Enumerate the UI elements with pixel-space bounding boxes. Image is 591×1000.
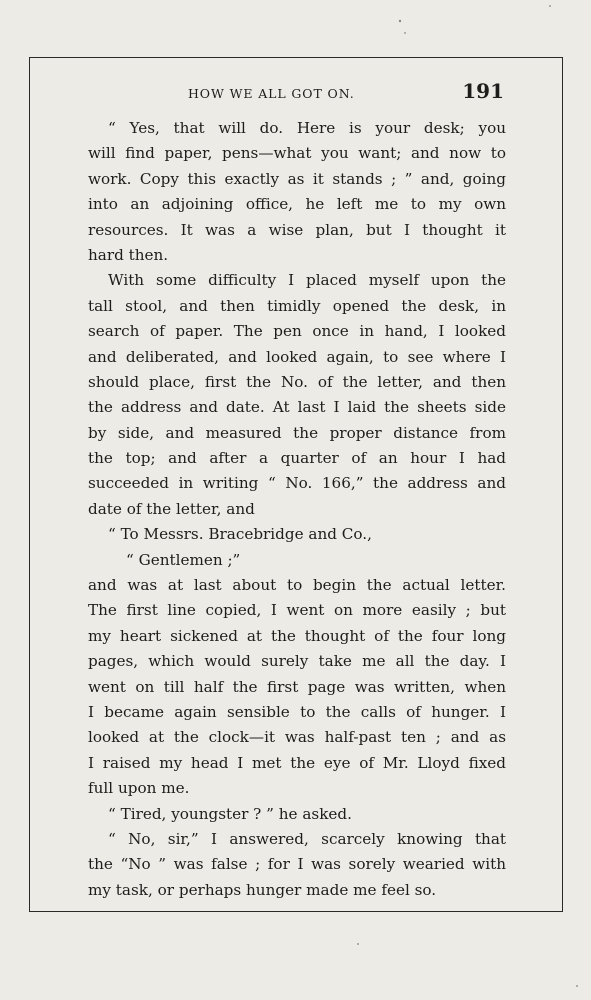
text-line: work. Copy this exactly as it stands ; ” and, going [88, 169, 506, 188]
text-line: “ Tired, youngster ? ” he asked. [108, 804, 352, 823]
text-line: “ Gentlemen ;” [126, 550, 241, 569]
text-line: I raised my head I met the eye of Mr. Lloyd fixed [88, 753, 506, 772]
text-line: pages, which would surely take me all the day. I [88, 652, 506, 671]
text-line: hard then. [88, 245, 169, 264]
text-line: by side, and measured the proper distance from [88, 423, 506, 442]
page-number: 191 [462, 79, 504, 103]
text-line: the address and date. At last I laid the sheets side [88, 398, 506, 417]
running-head [88, 76, 506, 106]
body-text [88, 116, 506, 903]
text-line: “ No, sir,” I answered, scarcely knowing that [108, 829, 506, 848]
text-line: With some difficulty I placed myself upon the [108, 271, 506, 290]
text-line: tall stool, and then timidly opened the desk, in [88, 296, 506, 315]
text-line: I became again sensible to the calls of hunger. I [88, 702, 506, 721]
text-line: the top; and after a quarter of an hour I had [88, 449, 506, 468]
text-line: went on till half the first page was written, when [88, 677, 506, 696]
text-line: The first line copied, I went on more easily ; but [88, 601, 506, 620]
text-line: looked at the clock—it was half-past ten ; and as [88, 728, 506, 747]
text-line: “ Yes, that will do. Here is your desk; you [108, 119, 506, 137]
text-line: “ To Messrs. Bracebridge and Co., [108, 525, 372, 544]
text-line: the “No ” was false ; for I was sorely wearied with [88, 855, 506, 874]
text-line: and deliberated, and looked again, to see where I [88, 347, 506, 366]
text-line: search of paper. The pen once in hand, I looked [88, 322, 506, 341]
text-line: my heart sickened at the thought of the four long [88, 626, 506, 645]
running-title: HOW WE ALL GOT ON. [188, 86, 355, 101]
text-line: date of the letter, and [88, 499, 255, 518]
text-line: into an adjoining office, he left me to my own [88, 195, 506, 214]
text-line: should place, first the No. of the letter, and then [88, 372, 506, 391]
text-line: resources. It was a wise plan, but I thought it [88, 220, 506, 239]
text-line: succeeded in writing “ No. 166,” the address and [88, 474, 506, 493]
text-line: will find paper, pens—what you want; and now to [88, 144, 506, 163]
text-line: and was at last about to begin the actual letter. [88, 576, 506, 595]
text-line: full upon me. [88, 779, 190, 798]
text-line: my task, or perhaps hunger made me feel so. [88, 880, 437, 899]
